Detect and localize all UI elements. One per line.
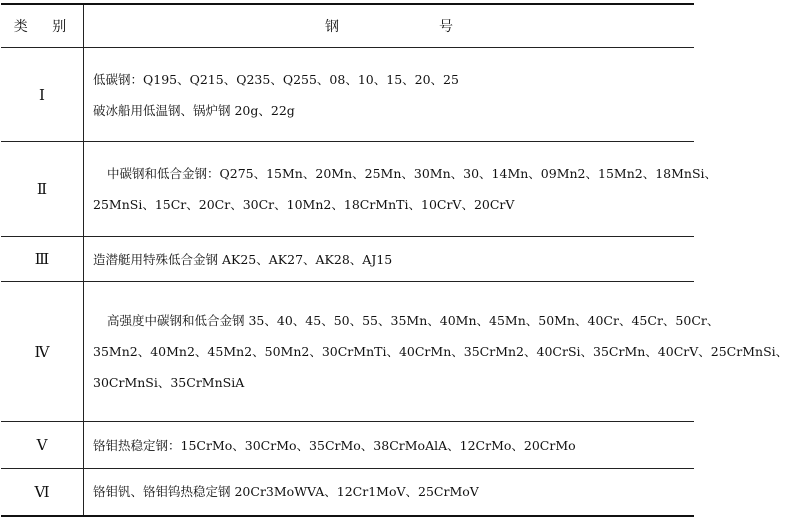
table-header-row bbox=[1, 4, 694, 48]
row-grades-4 bbox=[84, 282, 788, 422]
row-grades-1 bbox=[84, 48, 695, 142]
row-category-1: Ⅰ bbox=[1, 48, 84, 142]
header-grade-part1: 钢 bbox=[325, 19, 339, 35]
table-row bbox=[1, 422, 694, 469]
row-category-6: Ⅵ bbox=[1, 469, 84, 516]
grade-line: 低碳钢：Q195、Q215、Q235、Q255、08、10、15、20、25 bbox=[93, 71, 459, 87]
header-grade bbox=[84, 4, 695, 48]
grade-line: 30CrMnSi、35CrMnSiA bbox=[93, 375, 245, 390]
grade-line: 25MnSi、15Cr、20Cr、30Cr、10Mn2、18CrMnTi、10CrV、20CrV bbox=[93, 197, 515, 212]
row-category-2: Ⅱ bbox=[1, 142, 84, 237]
row-grades-2 bbox=[84, 142, 718, 237]
table-row bbox=[1, 48, 694, 142]
header-grade-part2: 号 bbox=[439, 19, 453, 35]
row-grades-6 bbox=[84, 469, 695, 516]
grade-line: 破冰船用低温钢、锅炉钢 20g、22g bbox=[93, 102, 295, 118]
grade-line: 高强度中碳钢和低合金钢 35、40、45、50、55、35Mn、40Mn、45Mn、50Mn、40Cr、45Cr、50Cr、 bbox=[107, 313, 720, 328]
row-category-3: Ⅲ bbox=[1, 237, 84, 282]
row-grades-3 bbox=[84, 237, 695, 282]
row-category-5: Ⅴ bbox=[1, 422, 84, 469]
grade-line: 中碳钢和低合金钢：Q275、15Mn、20Mn、25Mn、30Mn、30、14Mn、09Mn2、15Mn2、18MnSi、 bbox=[107, 166, 718, 181]
row-category-4: Ⅳ bbox=[1, 282, 84, 422]
table-row bbox=[1, 282, 694, 422]
table-row bbox=[1, 237, 694, 282]
table-row bbox=[1, 142, 694, 237]
table-row bbox=[1, 469, 694, 516]
row-grades-5 bbox=[84, 422, 695, 469]
grade-line: 35Mn2、40Mn2、45Mn2、50Mn2、30CrMnTi、40CrMn、35CrMn2、40CrSi、35CrMn、40CrV、25CrMnSi、 bbox=[93, 344, 788, 359]
grade-line: 造潜艇用特殊低合金钢 AK25、AK27、AK28、AJ15 bbox=[93, 251, 393, 267]
steel-grade-table bbox=[1, 3, 788, 517]
grade-line: 铬钼热稳定钢：15CrMo、30CrMo、35CrMo、38CrMoAlA、12CrMo、20CrMo bbox=[93, 437, 576, 453]
grade-line: 铬钼钒、铬钼钨热稳定钢 20Cr3MoWVA、12Cr1MoV、25CrMoV bbox=[93, 484, 479, 500]
header-category: 类 别 bbox=[1, 4, 84, 48]
